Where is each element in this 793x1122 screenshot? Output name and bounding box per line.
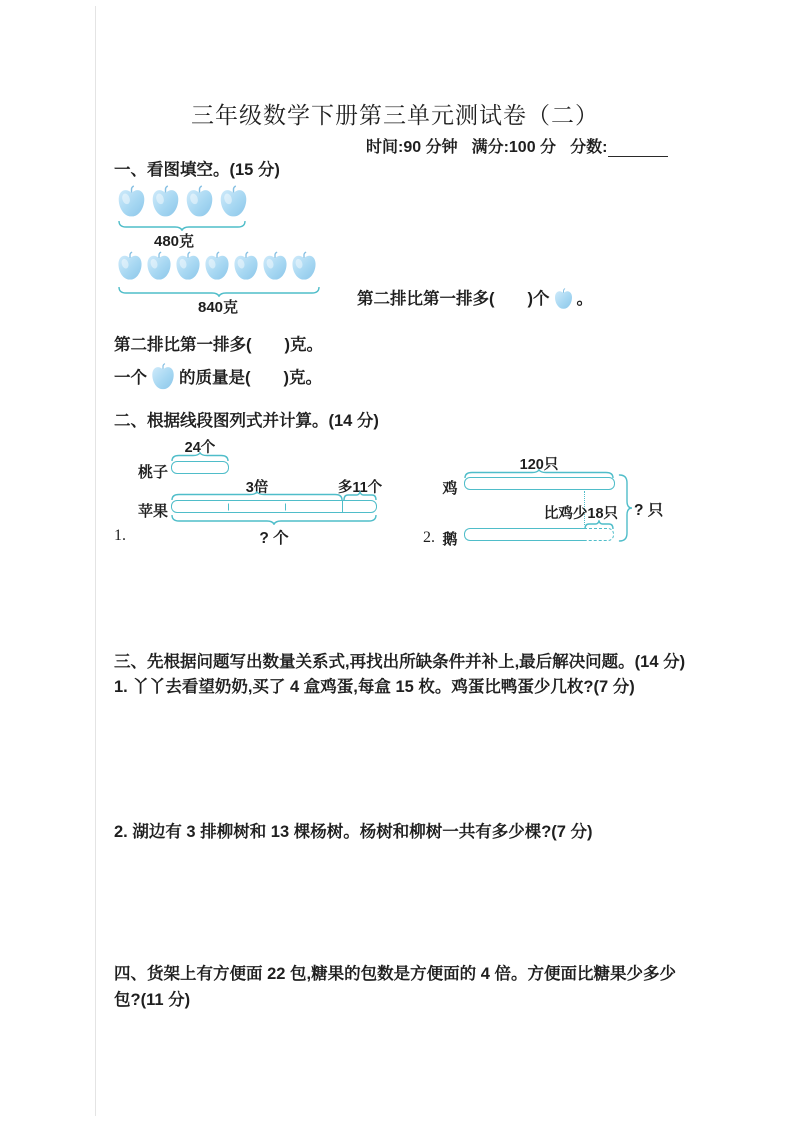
d1-brace-total (171, 515, 377, 525)
apple-icon (174, 251, 202, 283)
question-3-prefix: 一个 (114, 368, 147, 387)
d1-row1-name: 桃子 (137, 464, 168, 481)
apple-row-2 (116, 251, 318, 283)
section-3-q2: 2. 湖边有 3 排柳树和 13 棵杨树。杨树和柳树一共有多少棵?(7 分) (114, 823, 593, 841)
question-1-period: 。 (576, 290, 593, 308)
d1-brace-times (171, 491, 343, 500)
exam-meta (366, 134, 668, 157)
d1-peach-bar (171, 461, 229, 474)
apple-icon (232, 251, 260, 283)
d1-brace-more (343, 491, 377, 500)
d1-times-label: 3倍 (245, 480, 269, 496)
row2-weight-label: 840克 (197, 299, 239, 316)
apple-icon (150, 185, 181, 220)
section-4-heading-line2: 包?(11 分) (114, 991, 191, 1009)
section-3-heading: 三、先根据问题写出数量关系式,再找出所缺条件并补上,最后解决问题。(14 分) (114, 653, 686, 671)
d2-goose-bar (464, 528, 584, 541)
apple-icon (553, 288, 574, 311)
question-1-text: 第二排比第一排多( )个 (357, 290, 550, 308)
apple-icon (116, 251, 144, 283)
d2-index: 2. (423, 529, 435, 546)
apple-icon (261, 251, 289, 283)
question-3-suffix: 的质量是( )克。 (179, 368, 322, 387)
d2-right-brace (618, 474, 634, 542)
d1-apple-bar (171, 500, 377, 513)
full-score-label: 满分:100 分 (471, 139, 557, 156)
section-1-heading: 一、看图填空。(15 分) (114, 161, 280, 179)
d2-chicken-bar (464, 477, 615, 490)
question-3-line (114, 363, 322, 392)
time-label: 时间:90 分钟 (366, 139, 458, 156)
bar-tick (228, 503, 229, 510)
score-blank (608, 141, 668, 157)
section-2-heading: 二、根据线段图列式并计算。(14 分) (114, 412, 379, 430)
apple-icon (184, 185, 215, 220)
d2-top-label: 120只 (519, 457, 559, 473)
question-1-line (357, 287, 593, 311)
d2-goose-bar-dashed (584, 528, 614, 541)
apple-icon (290, 251, 318, 283)
section-3-q1: 1. 丫丫去看望奶奶,买了 4 盒鸡蛋,每盒 15 枚。鸡蛋比鸭蛋少几枚?(7 分) (114, 678, 635, 696)
apple-row-1 (116, 185, 249, 220)
page-title: 三年级数学下册第三单元测试卷（二） (191, 103, 599, 128)
apple-icon (150, 363, 176, 392)
d1-row2-name: 苹果 (137, 503, 168, 520)
d1-more-label: 多11个 (337, 480, 383, 496)
d1-top-label: 24个 (184, 440, 216, 456)
apple-icon (116, 185, 147, 220)
d1-question-label: ? 个 (259, 530, 289, 547)
d1-brace-24 (171, 452, 229, 461)
d2-less-label: 比鸡少18只 (543, 506, 619, 522)
apple-icon (203, 251, 231, 283)
score-label: 分数: (570, 139, 608, 156)
question-2-line: 第二排比第一排多( )克。 (114, 336, 323, 354)
apple-icon (145, 251, 173, 283)
d2-row2-name: 鹅 (442, 531, 458, 548)
d2-question-label: ? 只 (634, 502, 664, 519)
apple-icon (218, 185, 249, 220)
d2-row1-name: 鸡 (442, 480, 458, 497)
d1-index: 1. (114, 527, 126, 544)
row1-weight-label: 480克 (153, 233, 195, 250)
section-4-heading-line1: 四、货架上有方便面 22 包,糖果的包数是方便面的 4 倍。方便面比糖果少多少 (114, 965, 676, 983)
bar-divider (342, 501, 343, 512)
page-margin-line (95, 6, 96, 1116)
bar-tick (285, 503, 286, 510)
